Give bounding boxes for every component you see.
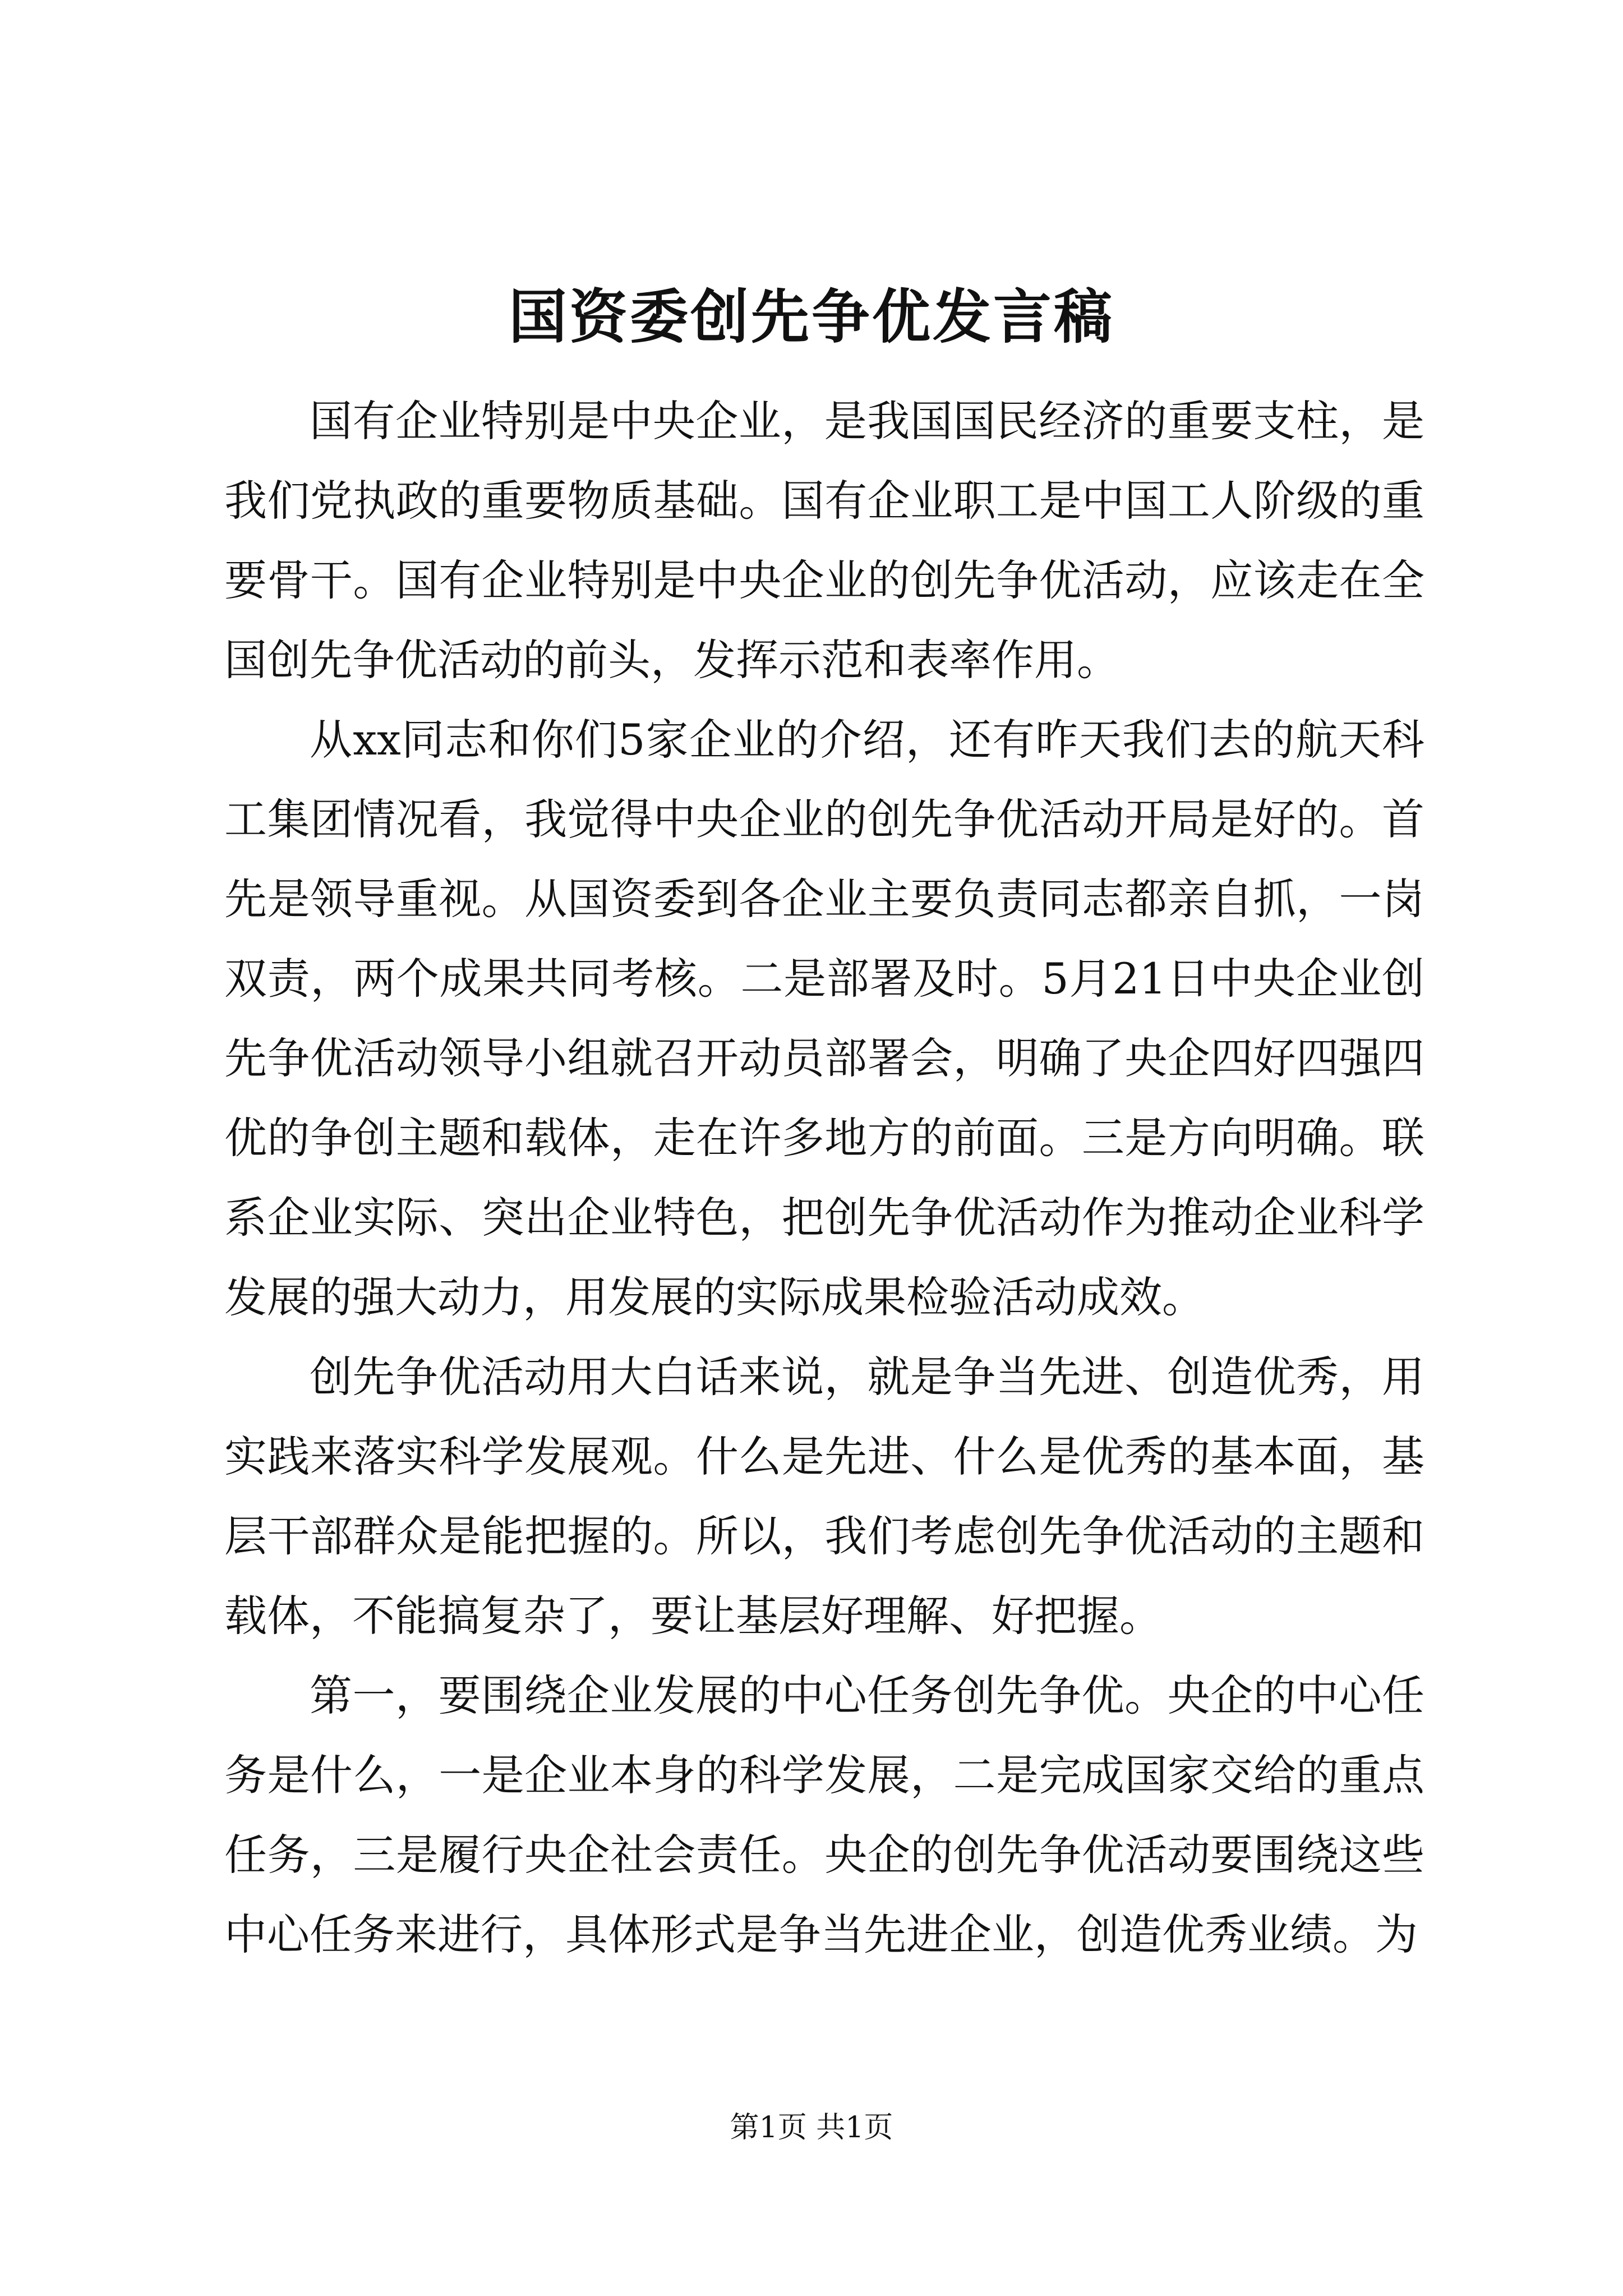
page-footer: 第1页 共1页: [730, 2111, 893, 2145]
paragraph: 国有企业特别是中央企业，是我国国民经济的重要支柱，是我们党执政的重要物质基础。国有企业职工是中国工人阶级的重要骨干。国有企业特别是中央企业的创先争优活动，应该走在全国创先争优活动的前头，发挥示范和表率作用。: [224, 396, 1424, 685]
document-title: 国资委创先争优发言稿: [508, 282, 1114, 351]
paragraph: 创先争优活动用大白话来说，就是争当先进、创造优秀，用实践来落实科学发展观。什么是先进、什么是优秀的基本面，基层干部群众是能把握的。所以，我们考虑创先争优活动的主题和载体，不能搞复杂了，要让基层好理解、好把握。: [224, 1352, 1424, 1641]
document-body: [224, 381, 1424, 1975]
paragraph: 从xx同志和你们5家企业的介绍，还有昨天我们去的航天科工集团情况看，我觉得中央企业的创先争优活动开局是好的。首先是领导重视。从国资委到各企业主要负责同志都亲自抓，一岗双责，两个成果共同考核。二是部署及时。5月21日中央企业创先争优活动领导小组就召开动员部署会，明确了央企四好四强四优的争创主题和载体，走在许多地方的前面。三是方向明确。联系企业实际、突出企业特色，把创先争优活动作为推动企业科学发展的强大动力，用发展的实际成果检验活动成效。: [224, 715, 1424, 1322]
paragraph: 第一，要围绕企业发展的中心任务创先争优。央企的中心任务是什么，一是企业本身的科学发展，二是完成国家交给的重点任务，三是履行央企社会责任。央企的创先争优活动要围绕这些中心任务来进行，具体形式是争当先进企业，创造优秀业绩。为: [224, 1671, 1424, 1959]
